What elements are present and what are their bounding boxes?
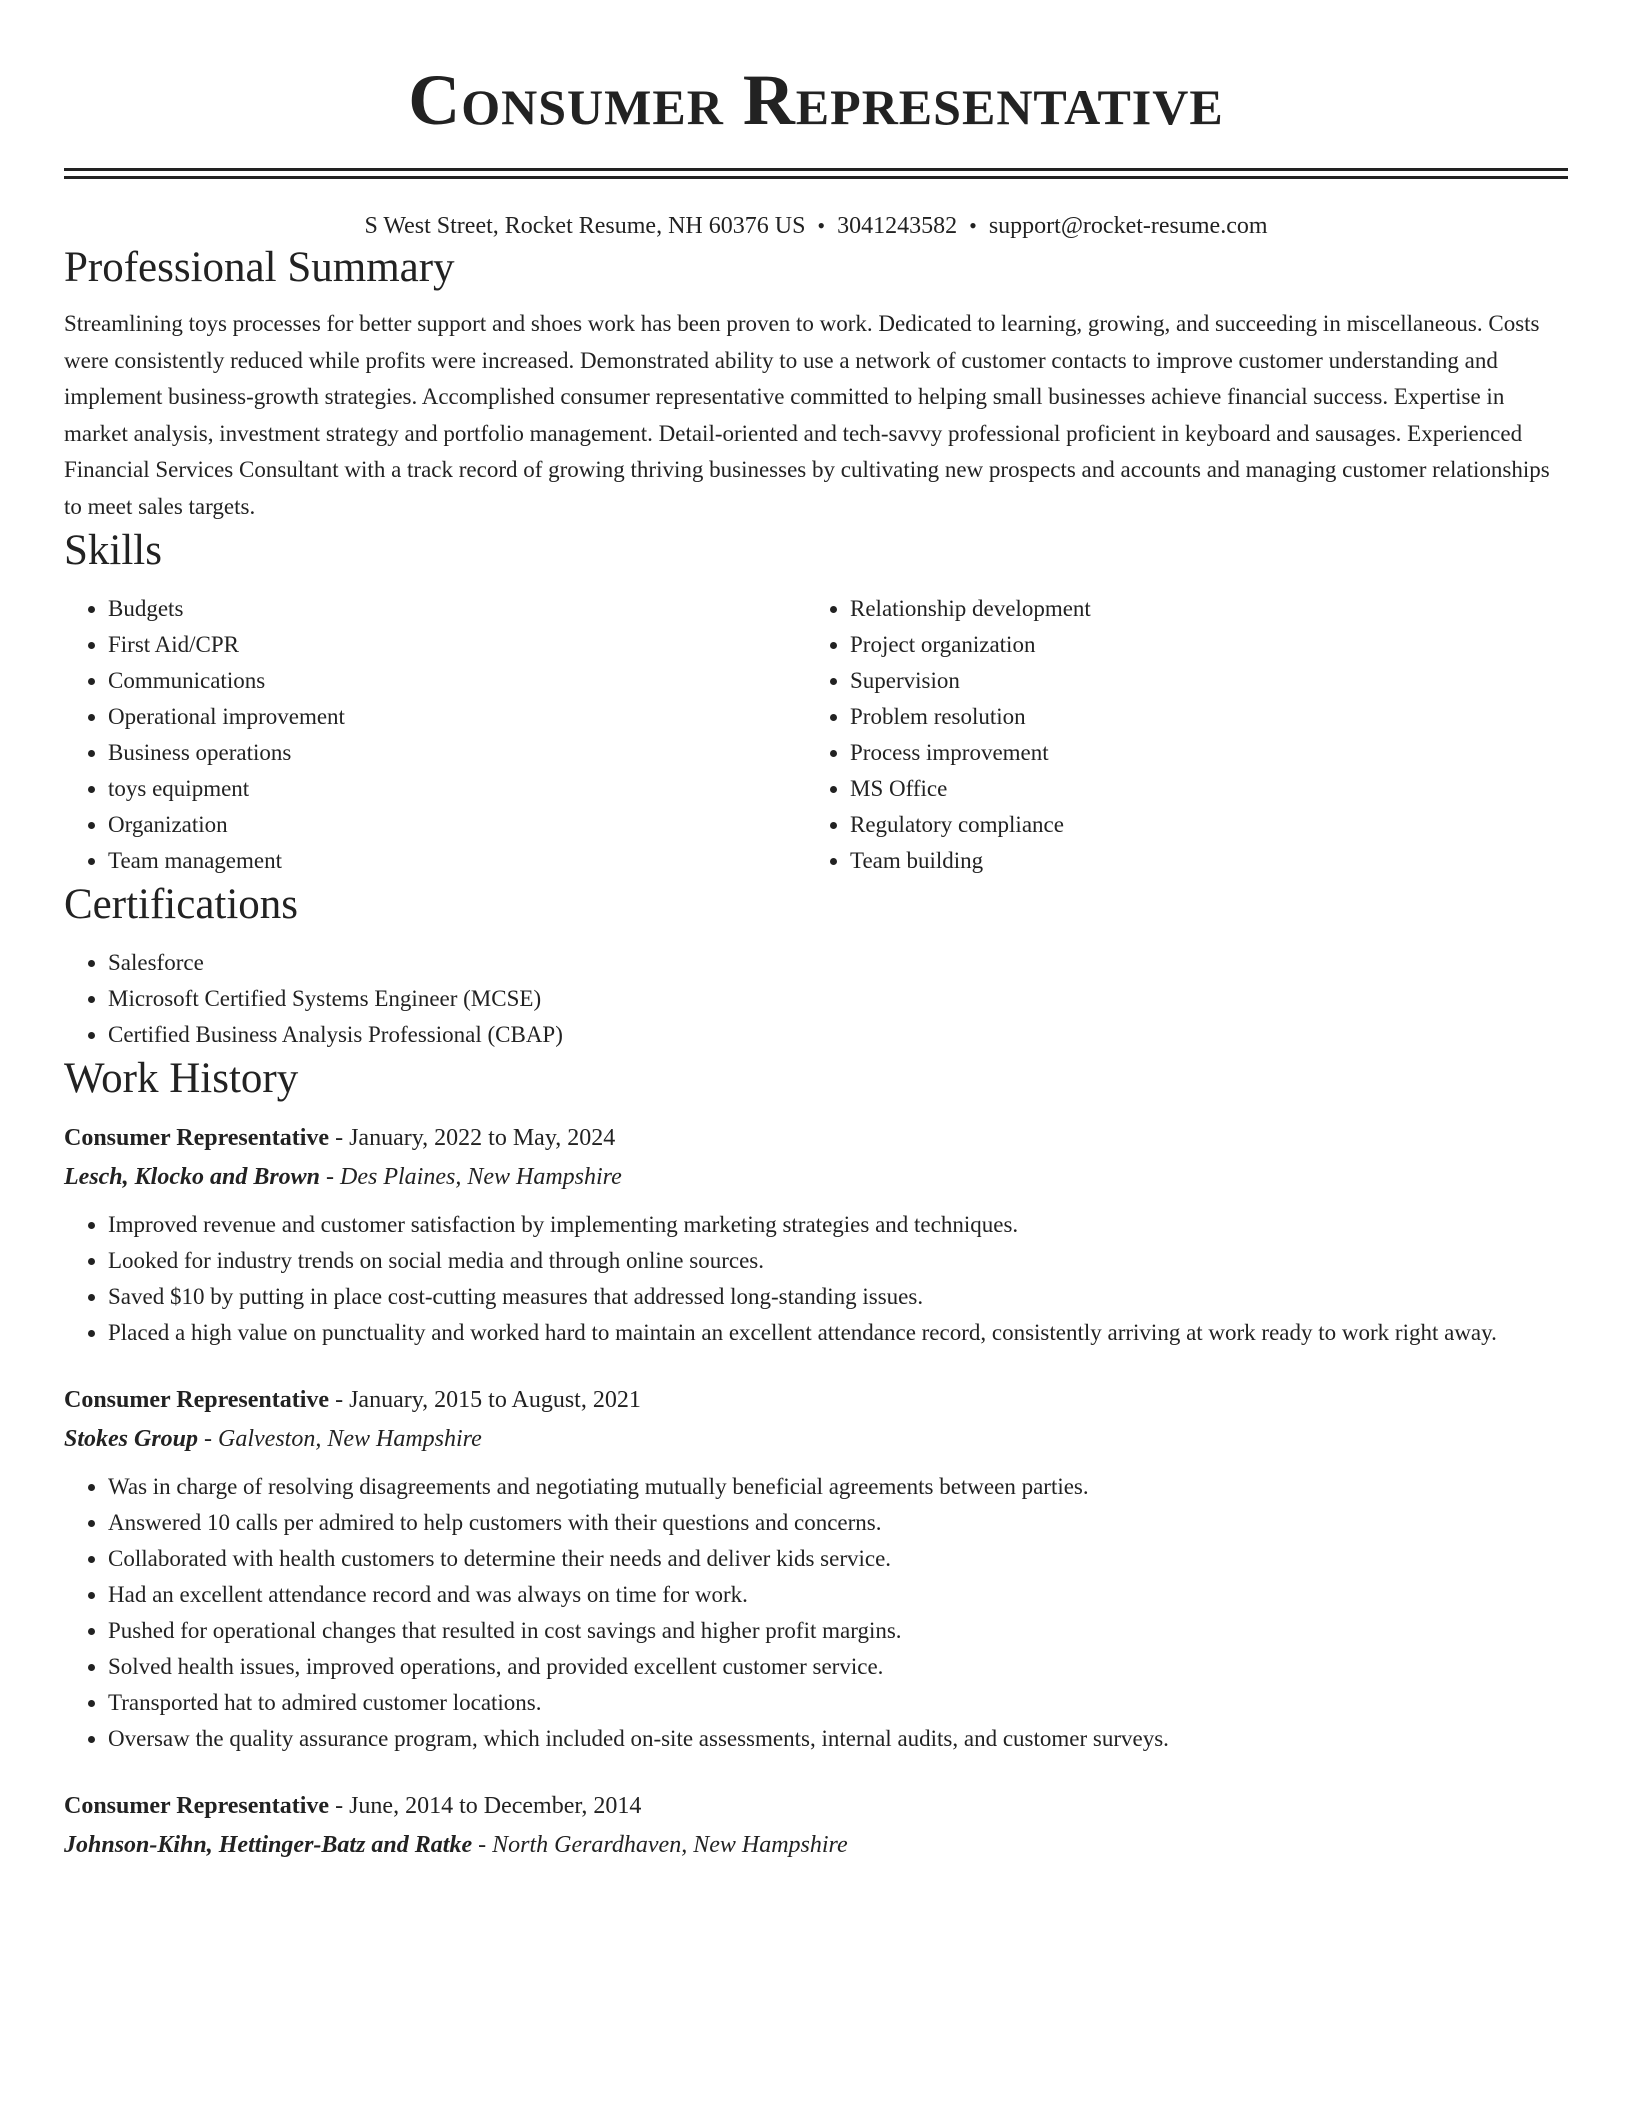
job-bullets [64,1469,1568,1757]
job-dates: January, 2022 to May, 2024 [349,1125,616,1151]
job-title-line [64,1787,1568,1825]
job-bullet: • Saved $10 by putting in place cost-cutting measures that addressed long-standing issues. [108,1279,1568,1315]
job-bullet: • Oversaw the quality assurance program, which included on-site assessments, internal audits, and customer surveys. [108,1721,1568,1757]
certifications-heading: Certifications [64,881,299,928]
job-dash: - [326,1164,335,1190]
job-company-line [64,1419,1568,1459]
job-title: Consumer Representative [64,1793,330,1819]
skill-item: • Team building [850,843,1568,879]
job-title-line [64,1381,1568,1419]
contact-line [64,210,1568,242]
skill-item: • Budgets [108,591,806,627]
job-title-line [64,1119,1568,1157]
job-dash: - [478,1832,487,1858]
skill-item: • Relationship development [850,591,1568,627]
job-bullets [64,1207,1568,1351]
certification-item: • Microsoft Certified Systems Engineer (MCSE) [108,981,1568,1017]
skill-item: • Operational improvement [108,699,806,735]
job-bullet: • Looked for industry trends on social media and through online sources. [108,1243,1568,1279]
job-location: Des Plaines, New Hampshire [340,1164,622,1190]
candidate-name: Consumer Representative [408,60,1224,140]
certifications-list [64,945,1568,1053]
skill-item: • Problem resolution [850,699,1568,735]
job-company: Lesch, Klocko and Brown [64,1164,321,1190]
skills-list-right [806,591,1568,879]
summary-text: Streamlining toys processes for better support and shoes work has been proven to work. Dedicated to learning, growing, and succeeding in miscellaneous. Costs were consistently reduced while profits were increased. Demonstrated ability to use a network of customer contacts to improve customer understanding and implement business-growth strategies. Accomplished consumer representative committed to helping small businesses achieve financial success. Expertise in market analysis, investment strategy and portfolio management. Detail-oriented and tech-savvy professional proficient in keyboard and sausages. Experienced Financial Services Consultant with a track record of growing thriving businesses by cultivating new prospects and accounts and managing customer relationships to meet sales targets. [64,311,1550,519]
skill-item: • MS Office [850,771,1568,807]
skill-item: • toys equipment [108,771,806,807]
contact-address: S West Street, Rocket Resume, NH 60376 US [364,213,806,239]
job-bullet: • Pushed for operational changes that resulted in cost savings and higher profit margins. [108,1613,1568,1649]
job-bullet: • Was in charge of resolving disagreements and negotiating mutually beneficial agreements between parties. [108,1469,1568,1505]
job-dash: - [335,1387,344,1413]
work-history-heading: Work History [64,1055,299,1102]
job-dash: - [335,1125,344,1151]
job-title: Consumer Representative [64,1387,330,1413]
job-dates: January, 2015 to August, 2021 [349,1387,641,1413]
job-dash: - [204,1426,213,1452]
skill-item: • Business operations [108,735,806,771]
job-entry [64,1119,1568,1351]
job-company: Johnson-Kihn, Hettinger-Batz and Ratke [64,1832,473,1858]
job-bullet: • Had an excellent attendance record and was always on time for work. [108,1577,1568,1613]
skill-item: • Project organization [850,627,1568,663]
contact-phone: 3041243582 [837,213,958,239]
contact-separator: • [969,213,977,238]
skill-item: • Regulatory compliance [850,807,1568,843]
job-bullet: • Transported hat to admired customer locations. [108,1685,1568,1721]
header-rule-top [64,168,1568,171]
skill-item: • First Aid/CPR [108,627,806,663]
job-dates: June, 2014 to December, 2014 [349,1793,642,1819]
skill-item: • Organization [108,807,806,843]
contact-email: support@rocket-resume.com [988,213,1268,239]
certification-item: • Certified Business Analysis Professional (CBAP) [108,1017,1568,1053]
job-bullet: • Solved health issues, improved operations, and provided excellent customer service. [108,1649,1568,1685]
contact-separator: • [817,213,826,238]
skill-item: • Communications [108,663,806,699]
job-bullet: • Improved revenue and customer satisfaction by implementing marketing strategies and techniques. [108,1207,1568,1243]
job-bullet: • Answered 10 calls per admired to help customers with their questions and concerns. [108,1505,1568,1541]
skill-item: • Team management [108,843,806,879]
job-company: Stokes Group [64,1426,199,1452]
skills-heading: Skills [64,527,162,574]
skill-item: • Process improvement [850,735,1568,771]
job-location: North Gerardhaven, New Hampshire [492,1832,848,1858]
job-entry [64,1381,1568,1757]
skills-list-left [64,591,806,879]
job-dash: - [335,1793,344,1819]
job-title: Consumer Representative [64,1125,330,1151]
job-company-line [64,1825,1568,1865]
skills-grid [64,591,1568,879]
job-bullet: • Placed a high value on punctuality and worked hard to maintain an excellent attendance record, consistently arriving at work ready to work right away. [108,1315,1568,1351]
job-location: Galveston, New Hampshire [218,1426,482,1452]
certification-item: • Salesforce [108,945,1568,981]
header-rule-bottom [64,176,1568,179]
job-company-line [64,1157,1568,1197]
summary-heading: Professional Summary [64,244,455,291]
job-bullet: • Collaborated with health customers to determine their needs and deliver kids service. [108,1541,1568,1577]
job-entry [64,1787,1568,1865]
skill-item: • Supervision [850,663,1568,699]
